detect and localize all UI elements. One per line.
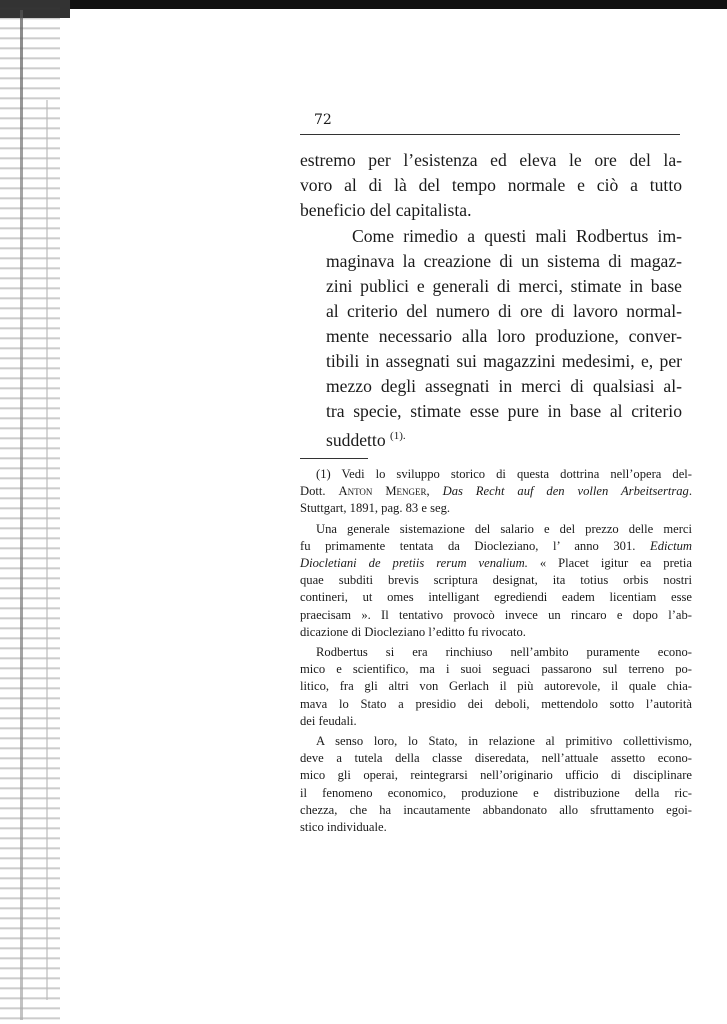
text-line: Come rimedio a questi mali Rodbertus im- [352,226,682,246]
text-fragment: fu primamente tentata da Diocleziano, l’ anno 301. [300,538,651,553]
footnote-2 [300,521,692,641]
footnote-line: Stuttgart, 1891, pag. 83 e seg. [300,501,451,516]
footnote-line: litico, fra gli altri von Gerlach il più autorevole, il quale chia- [300,679,692,694]
footnote-line: (1) Vedi lo sviluppo storico di questa dottrina nell’opera del- [316,467,692,481]
footnote-3 [300,644,692,730]
text-fragment: suddetto [326,429,386,450]
footnote-reference: (1). [390,430,406,442]
footnote-line: contineri, ut omes intelligant egrediendi eadem licentiam esse [300,590,692,605]
footnote-line: il fenomeno economico, produzione e distribuzione della ric- [300,785,692,800]
text-line: voro al di là del tempo normale e ciò a tutto [300,175,682,195]
text-line-last [300,424,682,453]
text-line: beneficio del capitalista. [300,200,472,220]
text-fragment: . [688,484,693,499]
footnote-line: deve a tutela della classe diseredata, nell’attuale assetto econo- [300,751,692,766]
text-fragment: Dott. [300,484,339,499]
binding-shadow-inner [46,100,48,1000]
text-fragment: « Placet igitur ea pretia [527,556,692,571]
text-fragment: , [426,484,443,499]
footnote-line: stico individuale. [300,820,387,835]
footnote-line: mava lo Stato a presidio dei deboli, mettendolo sotto l’autorità [300,696,692,711]
footnote-4 [300,733,692,836]
text-line: zini publici e generali di merci, stimate in base [326,276,682,296]
footnote-line: dei feudali. [300,713,357,728]
book-title: Das Recht auf den vollen Arbeitsertrag [442,484,689,499]
footnote-line [300,483,692,500]
text-line: mezzo degli assegnati in merci di qualsiasi al- [326,376,682,396]
footnote-line: praecisam ». Il tentativo provocò invece un rincaro e dopo l’ab- [300,607,692,622]
latin-title: Diocletiani de pretiis rerum venalium. [300,556,528,571]
footnote-line [300,555,692,572]
text-line: estremo per l’esistenza ed eleva le ore del la- [300,150,682,170]
footnote-rule [300,458,368,459]
footnote-line [300,538,692,555]
footnote-line: mico gli operai, reintegrarsi nell’originario ufficio di disciplinare [300,768,692,783]
footnotes [300,466,692,839]
footnote-1 [300,466,692,518]
text-line: tra specie, stimate esse pure in base al criterio [326,401,682,421]
latin-title: Edictum [650,538,692,553]
text-line: maginava la creazione di un sistema di magaz- [326,251,682,271]
footnote-line: dicazione di Diocleziano l’editto fu rivocato. [300,624,526,639]
text-line: mente necessario alla loro produzione, conver- [326,326,682,346]
book-binding-edge [0,0,60,1024]
page-number: 72 [314,112,332,128]
author-name: Anton Menger [338,484,427,499]
main-text [300,148,682,453]
text-line: al criterio del numero di ore di lavoro normal- [326,301,682,321]
scan-top-edge [0,0,727,9]
footnote-line: Rodbertus si era rinchiuso nell’ambito puramente econo- [316,645,692,660]
text-line: tibili in assegnati sui magazzini medesimi, e, per [326,351,682,371]
paragraph-1 [300,148,682,223]
footnote-line: quae subditi brevis scriptura designat, ita totius orbis nostri [300,573,692,588]
footnote-line: chezza, che ha incautamente abbandonato allo sfruttamento egoi- [300,802,692,817]
binding-shadow [20,10,23,1020]
paragraph-2 [300,224,682,453]
footnote-line: mico e scientifico, ma i suoi seguaci passarono sul terreno po- [300,662,692,677]
header-rule [300,134,680,135]
footnote-line: Una generale sistemazione del salario e del prezzo delle merci [316,521,692,536]
footnote-line: A senso loro, lo Stato, in relazione al primitivo collettivismo, [316,734,692,749]
